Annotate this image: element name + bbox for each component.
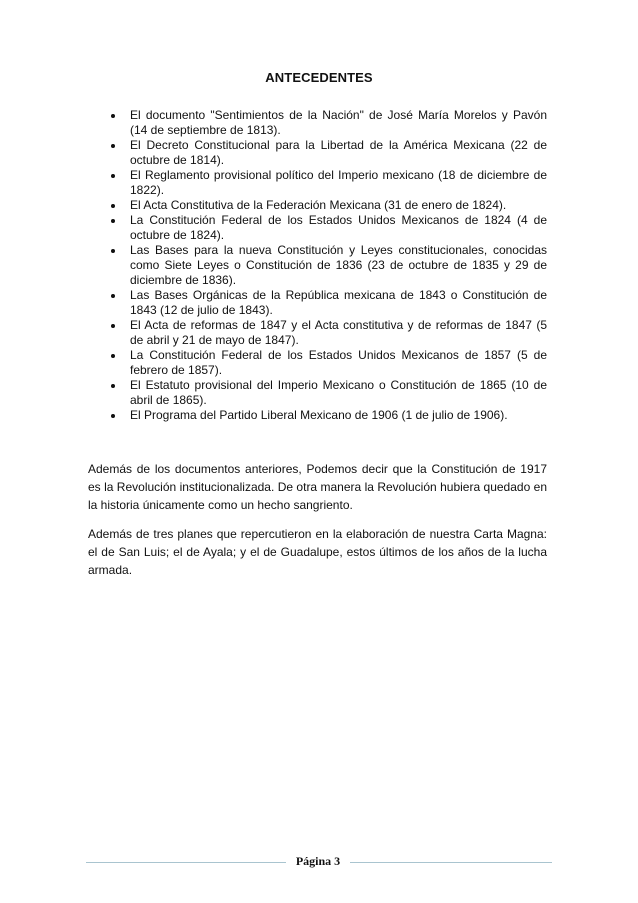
list-item-text: El Decreto Constitucional para la Libertad de la América Mexicana (22 de octubre de 1814). [130,138,547,167]
list-item [100,378,547,408]
list-item-text: El Programa del Partido Liberal Mexicano de 1906 (1 de julio de 1906). [130,408,508,422]
list-item-text: Las Bases para la nueva Constitución y Leyes constitucionales, conocidas como Siete Leyes o Constitución de 1836 (23 de octubre de 1835 y 29 de diciembre de 1836). [130,243,547,287]
list-item-text: La Constitución Federal de los Estados Unidos Mexicanos de 1824 (4 de octubre de 1824). [130,213,547,242]
bullet-icon [111,204,115,208]
list-item-text: Las Bases Orgánicas de la República mexicana de 1843 o Constitución de 1843 (12 de julio de 1843). [130,288,547,317]
list-item-text: El Reglamento provisional político del Imperio mexicano (18 de diciembre de 1822). [130,168,547,197]
body-paragraph: Además de tres planes que repercutieron en la elaboración de nuestra Carta Magna: el de San Luis; el de Ayala; y el de Guadalupe, estos últimos de los años de la lucha armada. [88,527,547,577]
bullet-icon [111,384,115,388]
list-item [100,288,547,318]
list-item [100,198,547,213]
bullet-icon [111,219,115,223]
list-item [100,243,547,288]
bullet-icon [111,114,115,118]
bullet-icon [111,174,115,178]
page-number: Página 3 [295,854,341,868]
list-item [100,108,547,138]
list-item-text: El Acta de reformas de 1847 y el Acta constitutiva y de reformas de 1847 (5 de abril y 21 de mayo de 1847). [130,318,547,347]
list-item-text: El Estatuto provisional del Imperio Mexicano o Constitución de 1865 (10 de abril de 1865). [130,378,547,407]
list-item [100,318,547,348]
list-item-text: El Acta Constitutiva de la Federación Mexicana (31 de enero de 1824). [130,198,507,212]
bullet-icon [111,324,115,328]
bullet-icon [111,354,115,358]
list-item [100,168,547,198]
antecedentes-list [100,108,547,423]
list-item [100,138,547,168]
list-item [100,408,547,423]
list-item [100,348,547,378]
bullet-icon [111,249,115,253]
bullet-icon [111,414,115,418]
list-item [100,213,547,243]
bullet-icon [111,294,115,298]
footer-divider-right [350,862,552,863]
list-item-text: La Constitución Federal de los Estados Unidos Mexicanos de 1857 (5 de febrero de 1857). [130,348,547,377]
bullet-icon [111,144,115,148]
list-item-text: El documento "Sentimientos de la Nación" de José María Morelos y Pavón (14 de septiembre de 1813). [130,108,547,137]
footer-divider-left [86,862,286,863]
page-title: ANTECEDENTES [265,70,373,85]
body-paragraph: Además de los documentos anteriores, Podemos decir que la Constitución de 1917 es la Revolución institucionalizada. De otra manera la Revolución hubiera quedado en la historia únicamente como un hecho sangriento. [88,462,547,512]
